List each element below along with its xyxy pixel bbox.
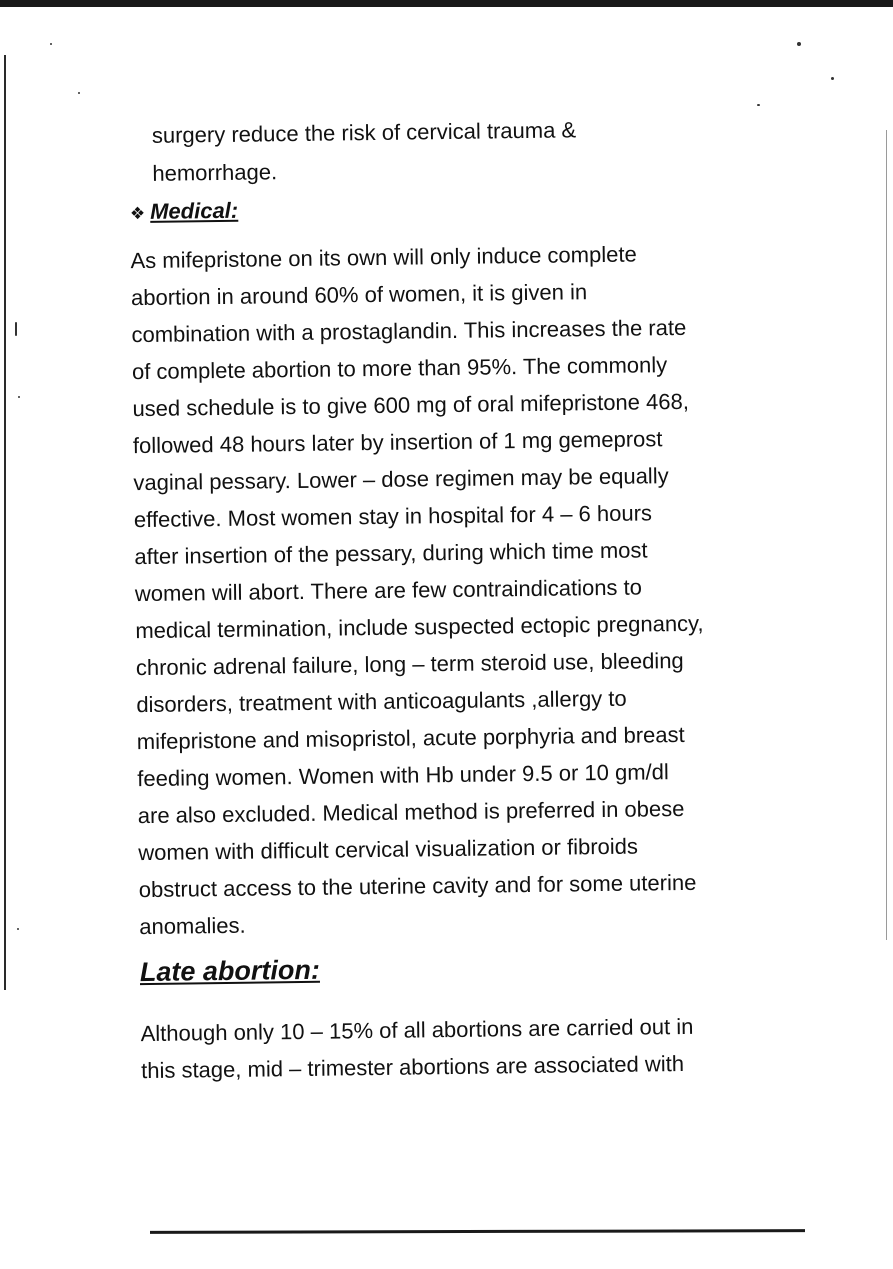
diamond-bullet-icon: ❖ <box>129 203 146 224</box>
paragraph-line: are also excluded. Medical method is preferred in obese <box>137 795 685 829</box>
intro-line: surgery reduce the risk of cervical trauma & <box>151 117 577 148</box>
paragraph-line: of complete abortion to more than 95%. The commonly <box>131 352 668 385</box>
paragraph-line: mifepristone and misopristol, acute porphyria and breast <box>136 721 685 755</box>
medical-heading-label: Medical: <box>149 197 239 224</box>
paragraph-line: combination with a prostaglandin. This increases the rate <box>131 314 687 348</box>
paragraph-line: feeding women. Women with Hb under 9.5 or 10 gm/dl <box>137 759 669 792</box>
paragraph-line: women with difficult cervical visualization or fibroids <box>138 833 639 866</box>
medical-heading <box>130 196 239 229</box>
paragraph-line: effective. Most women stay in hospital for 4 – 6 hours <box>133 500 653 533</box>
paragraph-line: chronic adrenal failure, long – term steroid use, bleeding <box>135 647 684 681</box>
paragraph-line: disorders, treatment with anticoagulants ,allergy to <box>136 685 627 718</box>
intro-line: hemorrhage. <box>152 159 278 186</box>
paragraph-line: medical termination, include suspected ectopic pregnancy, <box>135 610 704 644</box>
paragraph-line: after insertion of the pessary, during which time most <box>134 537 648 570</box>
paragraph-line: used schedule is to give 600 mg of oral mifepristone 468, <box>132 388 690 422</box>
paragraph-line: vaginal pessary. Lower – dose regimen may be equally <box>133 463 669 496</box>
paragraph-line: Although only 10 – 15% of all abortions are carried out in <box>140 1013 694 1047</box>
paragraph-line: obstruct access to the uterine cavity and for some uterine <box>138 869 697 903</box>
paragraph-line: As mifepristone on its own will only induce complete <box>130 241 637 274</box>
paragraph-line: anomalies. <box>139 912 246 940</box>
late-abortion-heading: Late abortion: <box>139 954 321 988</box>
paragraph-line: this stage, mid – trimester abortions are associated with <box>140 1050 685 1084</box>
paragraph-line: followed 48 hours later by insertion of 1 mg gemeprost <box>132 426 663 459</box>
paragraph-line: women will abort. There are few contraindications to <box>134 574 643 607</box>
paragraph-line: abortion in around 60% of women, it is given in <box>130 279 588 311</box>
